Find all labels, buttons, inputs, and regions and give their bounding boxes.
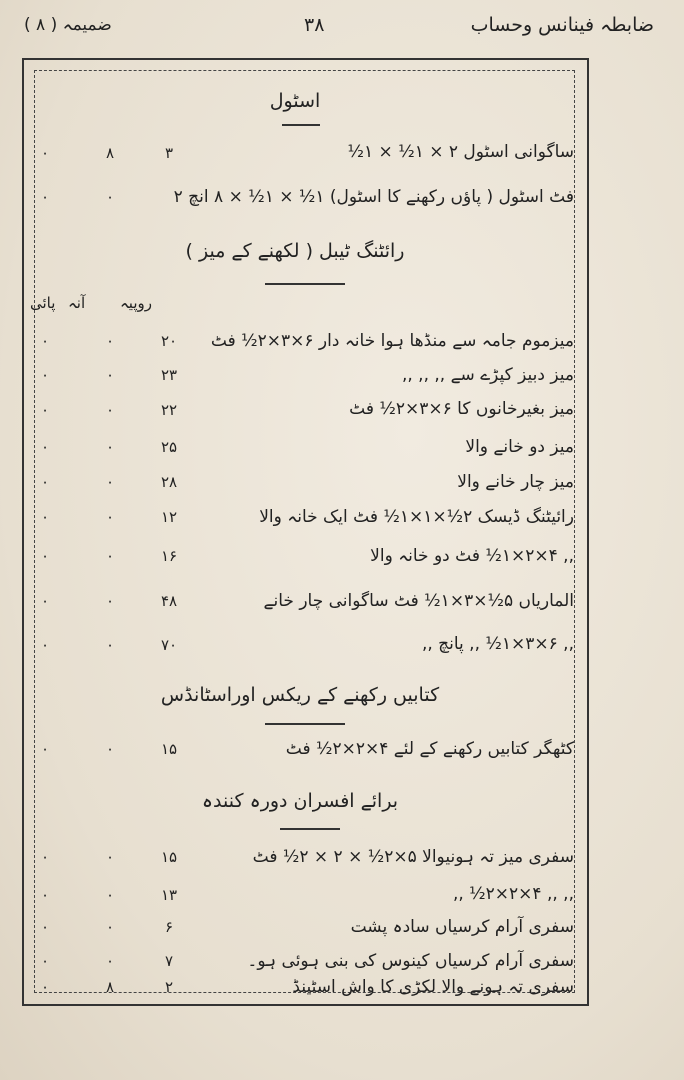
heading-underline xyxy=(265,723,345,725)
section-heading-stool: اسٹول xyxy=(269,90,321,112)
supplement-label: ضمیمہ ( ۸ ) xyxy=(24,15,112,35)
table-row xyxy=(30,590,586,620)
item-description: ساگوانی اسٹول ۲ × ۱½ × ۱½ xyxy=(347,142,574,162)
item-description: رائیٹنگ ڈیسک ۲½×۱×۱½ فٹ ایک خانہ والا xyxy=(259,507,574,527)
table-row xyxy=(30,506,586,536)
column-header-anna: آنہ xyxy=(68,294,86,312)
pai-value: ۰ xyxy=(40,144,50,162)
rupee-value: ۴۸ xyxy=(160,592,178,610)
section-heading-bookracks: کتابیں رکھنے کے ریکس اوراسٹانڈس xyxy=(160,684,440,706)
item-description: میز دو خانے والا xyxy=(465,437,574,457)
rupee-value: ۱۶ xyxy=(160,547,178,565)
item-description: الماریاں ۵½×۳×۱½ فٹ ساگوانی چار خانے xyxy=(263,591,574,611)
table-row xyxy=(30,186,586,216)
anna-value: ۰ xyxy=(105,366,115,384)
anna-value: ۰ xyxy=(105,740,115,758)
running-title: ضابطہ فینانس وحساب xyxy=(470,14,654,36)
item-description: سفری میز تہ ہونیوالا ۵×۲½ × ۲ × ۲½ فٹ xyxy=(252,847,574,867)
rupee-value: ۲۰ xyxy=(160,332,178,350)
page-number: ۳۸ xyxy=(304,14,325,36)
anna-value: ۰ xyxy=(105,332,115,350)
column-header-pai: پائی xyxy=(30,294,56,312)
table-row xyxy=(30,738,586,768)
anna-value: ۸ xyxy=(105,144,115,162)
pai-value: ۰ xyxy=(40,592,50,610)
pai-value: ۰ xyxy=(40,547,50,565)
item-description: سفری تہ ہونے والا لکڑی کا واش اسٹینڈ xyxy=(292,977,574,997)
rupee-value: ۷۰ xyxy=(160,636,178,654)
anna-value: ۰ xyxy=(105,473,115,491)
rupee-value: ۱۳ xyxy=(160,886,178,904)
anna-value: ۰ xyxy=(105,952,115,970)
table-row xyxy=(30,976,586,1006)
rupee-value: ۷ xyxy=(164,952,174,970)
table-row xyxy=(30,399,586,429)
item-description: ,, ۶×۳×۱½ ,, پانچ ,, xyxy=(421,634,574,654)
table-row xyxy=(30,330,586,360)
item-description: سفری آرام کرسیاں کینوس کی بنی ہوئی ہو۔ xyxy=(247,951,574,971)
pai-value: ۰ xyxy=(40,508,50,526)
section-heading-touring-officers: برائے افسران دورہ کنندہ xyxy=(201,790,399,812)
item-description: میز دبیز کپڑے سے ,, ,, ,, xyxy=(401,365,574,385)
pai-value: ۰ xyxy=(40,740,50,758)
anna-value: ۰ xyxy=(105,508,115,526)
table-row xyxy=(30,884,586,914)
anna-value: ۸ xyxy=(105,978,115,996)
rupee-value: ۳ xyxy=(164,144,174,162)
rupee-value: ۱۲ xyxy=(160,508,178,526)
section-heading-writing-table: رائٹنگ ٹیبل ( لکھنے کے میز ) xyxy=(185,240,405,262)
pai-value: ۰ xyxy=(40,848,50,866)
pai-value: ۰ xyxy=(40,978,50,996)
anna-value: ۰ xyxy=(105,401,115,419)
item-description: میز بغیرخانوں کا ۶×۳×۲½ فٹ xyxy=(349,399,574,419)
pai-value: ۰ xyxy=(40,952,50,970)
table-row xyxy=(30,916,586,946)
anna-value: ۰ xyxy=(105,592,115,610)
pai-value: ۰ xyxy=(40,366,50,384)
table-row xyxy=(30,634,586,664)
anna-value: ۰ xyxy=(105,438,115,456)
rupee-value: ۱۵ xyxy=(160,740,178,758)
pai-value: ۰ xyxy=(40,188,50,206)
item-description: کٹھگر کتابیں رکھنے کے لئے ۴×۲×۲½ فٹ xyxy=(285,739,574,759)
table-row xyxy=(30,364,586,394)
rupee-value: ۲ xyxy=(164,978,174,996)
column-header-rupee: روپیہ xyxy=(120,294,152,312)
heading-underline xyxy=(282,124,320,126)
anna-value: ۰ xyxy=(105,547,115,565)
rupee-value: ۱۵ xyxy=(160,848,178,866)
pai-value: ۰ xyxy=(40,918,50,936)
rupee-value: ۲۸ xyxy=(160,473,178,491)
heading-underline xyxy=(265,283,345,285)
item-description: میز چار خانے والا xyxy=(457,472,574,492)
anna-value: ۰ xyxy=(105,636,115,654)
item-description: ,, ۴×۲×۱½ فٹ دو خانہ والا xyxy=(370,546,574,566)
item-description: سفری آرام کرسیاں سادہ پشت xyxy=(350,917,574,937)
pai-value: ۰ xyxy=(40,473,50,491)
item-description: ,, ,, ۴×۲×۲½ ,, xyxy=(452,884,574,904)
anna-value: ۰ xyxy=(105,886,115,904)
table-row xyxy=(30,846,586,876)
anna-value: ۰ xyxy=(105,188,115,206)
table-row xyxy=(30,545,586,575)
item-description: میزموم جامہ سے منڈھا ہوا خانہ دار ۶×۳×۲½ فٹ xyxy=(210,331,574,351)
pai-value: ۰ xyxy=(40,401,50,419)
pai-value: ۰ xyxy=(40,438,50,456)
table-row xyxy=(30,142,586,172)
pai-value: ۰ xyxy=(40,886,50,904)
anna-value: ۰ xyxy=(105,918,115,936)
anna-value: ۰ xyxy=(105,848,115,866)
rupee-value: ۲۳ xyxy=(160,366,178,384)
rupee-value: ۲۵ xyxy=(160,438,178,456)
table-row xyxy=(30,436,586,466)
rupee-value: ۶ xyxy=(164,918,174,936)
pai-value: ۰ xyxy=(40,636,50,654)
item-description: فٹ اسٹول ( پاؤں رکھنے کا اسٹول) ۱½ × ۱½ × ۸ انچ ۲ xyxy=(173,187,574,207)
heading-underline xyxy=(280,828,340,830)
rupee-value: ۲۲ xyxy=(160,401,178,419)
table-row xyxy=(30,471,586,501)
pai-value: ۰ xyxy=(40,332,50,350)
